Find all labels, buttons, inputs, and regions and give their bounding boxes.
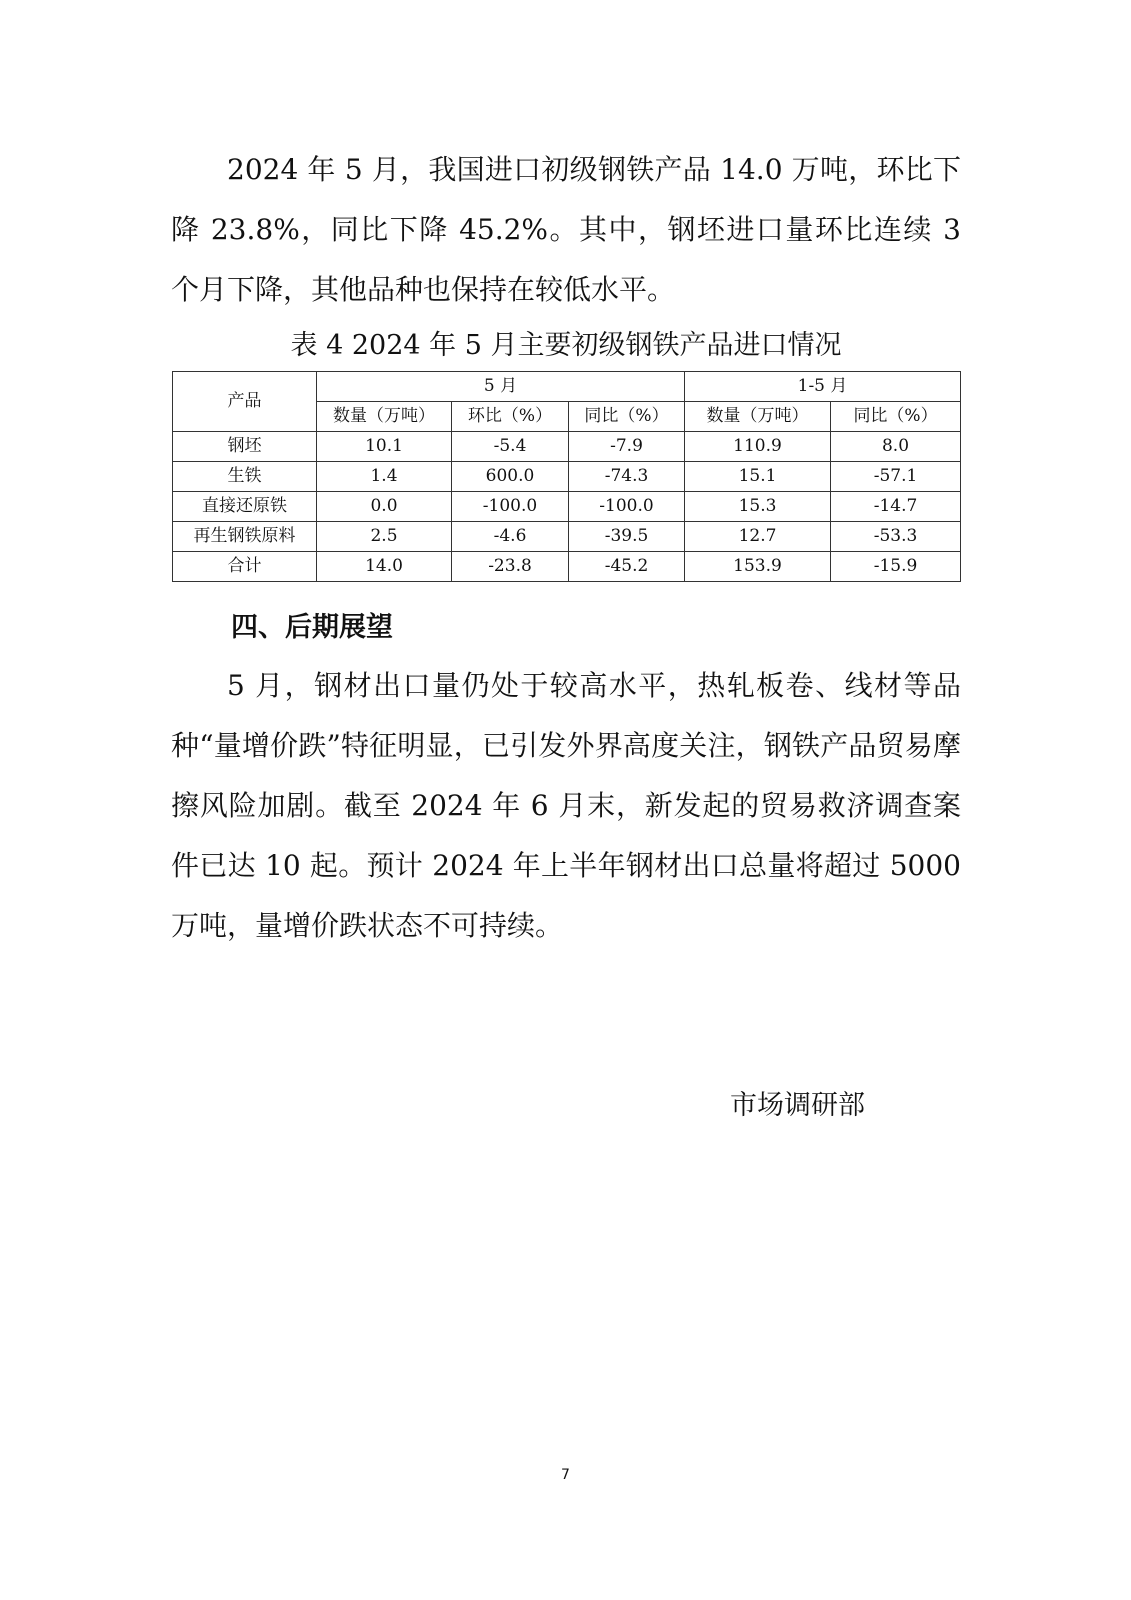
table-cell: 15.1 bbox=[685, 462, 831, 492]
table-total-row bbox=[173, 552, 961, 582]
group-header-may: 5 月 bbox=[317, 372, 685, 402]
table-cell: -100.0 bbox=[569, 492, 685, 522]
table-row bbox=[173, 492, 961, 522]
import-table bbox=[172, 371, 961, 582]
table-cell: 8.0 bbox=[831, 432, 961, 462]
table-cell: 0.0 bbox=[317, 492, 452, 522]
column-header: 数量（万吨） bbox=[317, 402, 452, 432]
page-number: 7 bbox=[561, 1467, 570, 1483]
table-cell: 1.4 bbox=[317, 462, 452, 492]
section-heading: 四、后期展望 bbox=[231, 612, 393, 643]
table-cell: -39.5 bbox=[569, 522, 685, 552]
table-caption: 表 4 2024 年 5 月主要初级钢铁产品进口情况 bbox=[290, 330, 842, 361]
table-cell: 110.9 bbox=[685, 432, 831, 462]
table-cell: -23.8 bbox=[452, 552, 569, 582]
table-cell: -4.6 bbox=[452, 522, 569, 552]
table-cell: 600.0 bbox=[452, 462, 569, 492]
table-row bbox=[173, 522, 961, 552]
table-cell: -15.9 bbox=[831, 552, 961, 582]
table-cell: 12.7 bbox=[685, 522, 831, 552]
signature: 市场调研部 bbox=[730, 1090, 865, 1121]
table-cell: 15.3 bbox=[685, 492, 831, 522]
table-cell: 14.0 bbox=[317, 552, 452, 582]
row-label: 直接还原铁 bbox=[173, 492, 317, 522]
table-row bbox=[173, 432, 961, 462]
table-cell: -45.2 bbox=[569, 552, 685, 582]
row-label: 合计 bbox=[173, 552, 317, 582]
row-label: 再生钢铁原料 bbox=[173, 522, 317, 552]
table-row bbox=[173, 462, 961, 492]
table-cell: -7.9 bbox=[569, 432, 685, 462]
table-cell: 2.5 bbox=[317, 522, 452, 552]
table-cell: 153.9 bbox=[685, 552, 831, 582]
table-cell: -53.3 bbox=[831, 522, 961, 552]
table-cell: -74.3 bbox=[569, 462, 685, 492]
product-header: 产品 bbox=[173, 372, 317, 432]
column-header: 同比（%） bbox=[569, 402, 685, 432]
column-header: 数量（万吨） bbox=[685, 402, 831, 432]
intro-paragraph: 2024 年 5 月，我国进口初级钢铁产品 14.0 万吨，环比下降 23.8%，同比下降 45.2%。其中，钢坯进口量环比连续 3 个月下降，其他品种也保持在较低水平。 bbox=[171, 153, 961, 306]
column-header: 环比（%） bbox=[452, 402, 569, 432]
outlook-paragraph: 5 月，钢材出口量仍处于较高水平，热轧板卷、线材等品种“量增价跌”特征明显，已引发外界高度关注，钢铁产品贸易摩擦风险加剧。截至 2024 年 6 月末，新发起的贸易救济调查案件已达 10 起。预计 2024 年上半年钢材出口总量将超过 5000 万吨，量增价跌状态不可持续。 bbox=[171, 669, 961, 942]
table-cell: -100.0 bbox=[452, 492, 569, 522]
column-header: 同比（%） bbox=[831, 402, 961, 432]
table-cell: -57.1 bbox=[831, 462, 961, 492]
table-cell: 10.1 bbox=[317, 432, 452, 462]
row-label: 钢坯 bbox=[173, 432, 317, 462]
table-cell: -5.4 bbox=[452, 432, 569, 462]
table-header-row bbox=[173, 372, 961, 402]
table-cell: -14.7 bbox=[831, 492, 961, 522]
group-header-jan-may: 1-5 月 bbox=[685, 372, 961, 402]
row-label: 生铁 bbox=[173, 462, 317, 492]
